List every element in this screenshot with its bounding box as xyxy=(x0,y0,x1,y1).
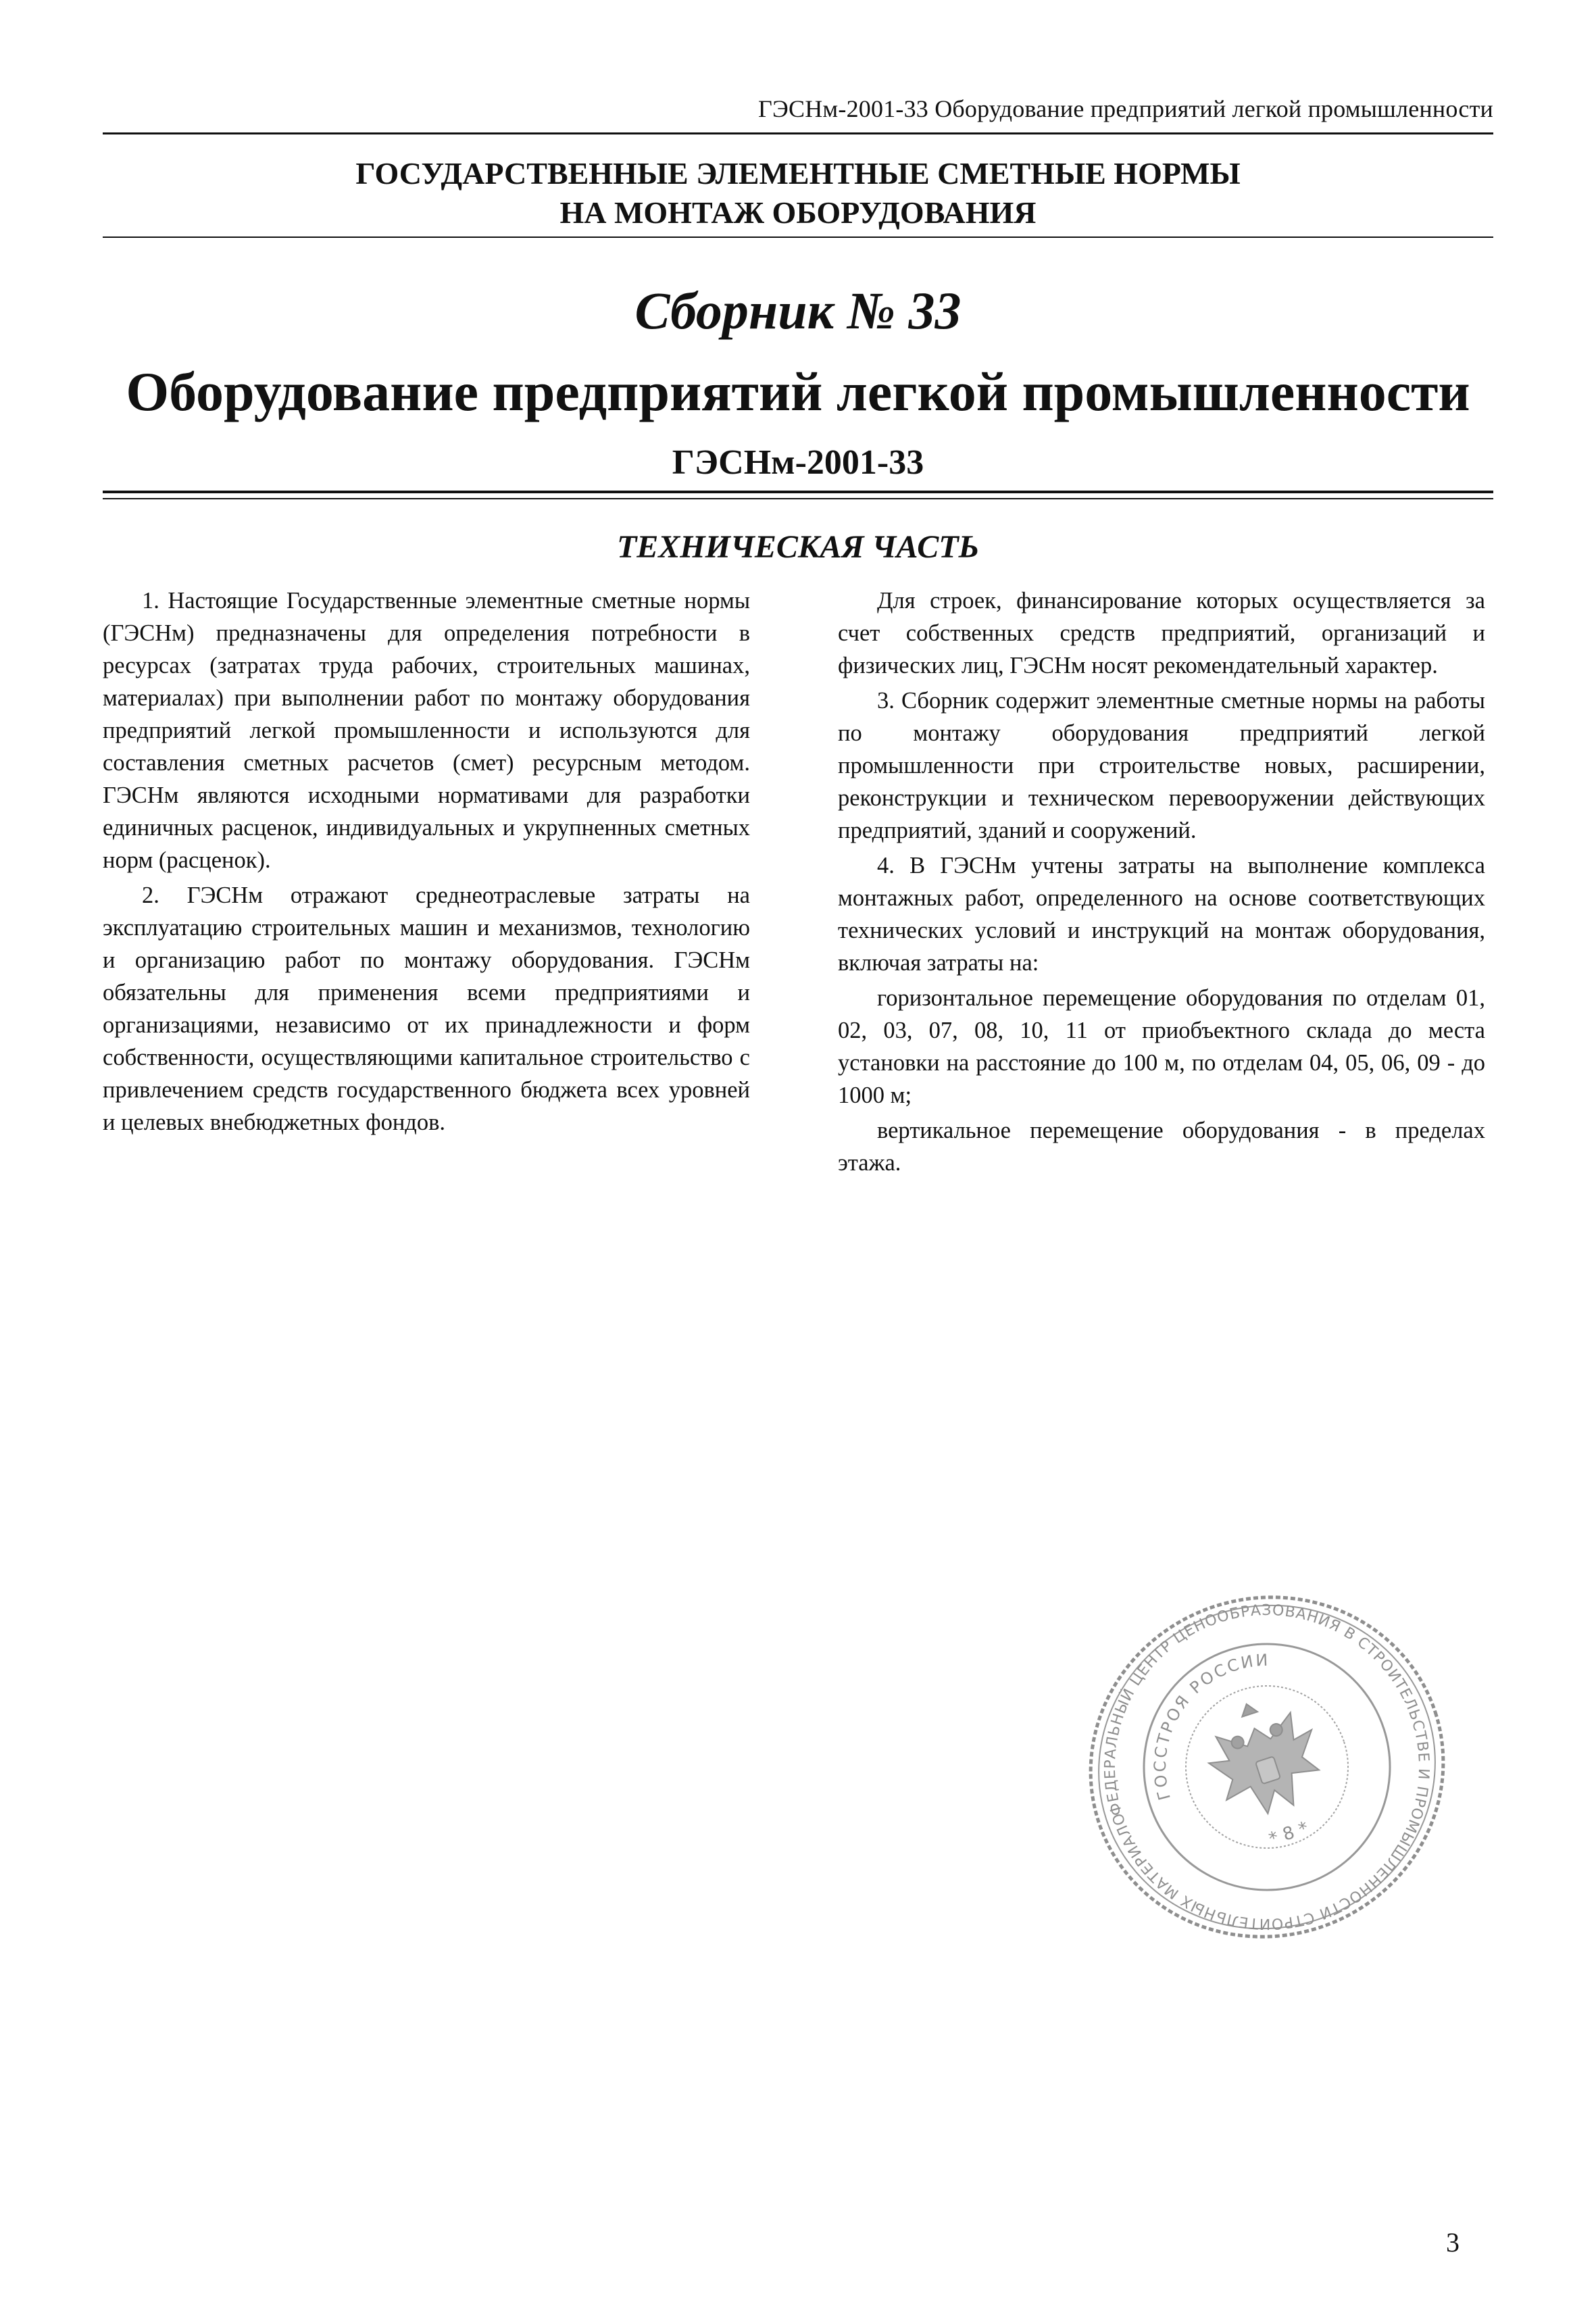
org-title xyxy=(103,154,1493,232)
org-title-line1: ГОСУДАРСТВЕННЫЕ ЭЛЕМЕНТНЫЕ СМЕТНЫЕ НОРМЫ xyxy=(355,156,1241,191)
page-number: 3 xyxy=(1446,2227,1460,2258)
subject-title: Оборудование предприятий легкой промышленности xyxy=(126,361,1470,422)
stamp-outer-text: ФЕДЕРАЛЬНЫЙ ЦЕНТР ЦЕНООБРАЗОВАНИЯ В СТРОИТЕЛЬСТВЕ И ПРОМЫШЛЕННОСТИ СТРОИТЕЛЬНЫХ МАТЕРИАЛОВ xyxy=(1101,1601,1432,1933)
paragraph-4-item-horizontal: горизонтальное перемещение оборудования по отделам 01, 02, 03, 07, 08, 10, 11 от приобъектного склада до места установки на расстояние до 100 м, по отделам 04, 05, 06, 09 - до 1000 м; xyxy=(838,985,1485,1108)
stamp-seal-icon xyxy=(1044,1591,1490,1943)
document-code: ГЭСНм-2001-33 xyxy=(672,443,924,482)
paragraph-3: 3. Сборник содержит элементные сметные нормы на работы по монтажу оборудования предприятий легкой промышленности при строительстве новых, расширении, реконструкции и техническом перевооружении действующих предприятий, зданий и сооружений. xyxy=(838,688,1485,843)
eagle-emblem-icon xyxy=(1195,1687,1332,1826)
paragraph-4: 4. В ГЭСНм учтены затраты на выполнение комплекса монтажных работ, определенного на основе соответствующих технических условий и инструкций на монтаж оборудования, включая затраты на: xyxy=(838,853,1485,976)
paragraph-2-continued: Для строек, финансирование которых осуществляется за счет собственных средств предприятий, организаций и физических лиц, ГЭСНм носят рекомендательный характер. xyxy=(838,588,1485,678)
collection-title: Сборник № 33 xyxy=(634,281,962,340)
running-header: ГЭСНм-2001-33 Оборудование предприятий легкой промышленности xyxy=(758,95,1493,122)
right-column xyxy=(838,584,1485,1182)
section-heading: ТЕХНИЧЕСКАЯ ЧАСТЬ xyxy=(616,529,980,565)
left-column xyxy=(103,584,750,1141)
stamp-inner-text: ГОССТРОЯ РОССИИ xyxy=(1150,1650,1270,1803)
paragraph-4-item-vertical: вертикальное перемещение оборудования - в пределах этажа. xyxy=(838,1118,1485,1176)
svg-text:* 8 *: * 8 * xyxy=(1266,1818,1311,1850)
org-title-rule xyxy=(103,237,1493,238)
header-rule xyxy=(103,132,1493,134)
org-title-line2: НА МОНТАЖ ОБОРУДОВАНИЯ xyxy=(559,195,1037,230)
paragraph-1: 1. Настоящие Государственные элементные сметные нормы (ГЭСНм) предназначены для определения потребности в ресурсах (затратах труда рабочих, строительных машинах, материалах) при выполнении работ по монтажу оборудования предприятий легкой промышленности и используются для составления сметных расчетов (смет) ресурсным методом. ГЭСНм являются исходными нормативами для разработки единичных расценок, индивидуальных и укрупненных сметных норм (расценок). xyxy=(103,588,750,873)
official-stamp xyxy=(1044,1591,1490,1943)
title-double-rule-bottom xyxy=(103,498,1493,499)
title-double-rule-top xyxy=(103,491,1493,493)
paragraph-2: 2. ГЭСНм отражают среднеотраслевые затраты на эксплуатацию строительных машин и механизмов, технологию и организацию работ по монтажу оборудования. ГЭСНм обязательны для применения всеми предприятиями и организациями, независимо от их принадлежности и форм собственности, осуществляющими капитальное строительство с привлечением средств государственного бюджета всех уровней и целевых внебюджетных фондов. xyxy=(103,882,750,1135)
